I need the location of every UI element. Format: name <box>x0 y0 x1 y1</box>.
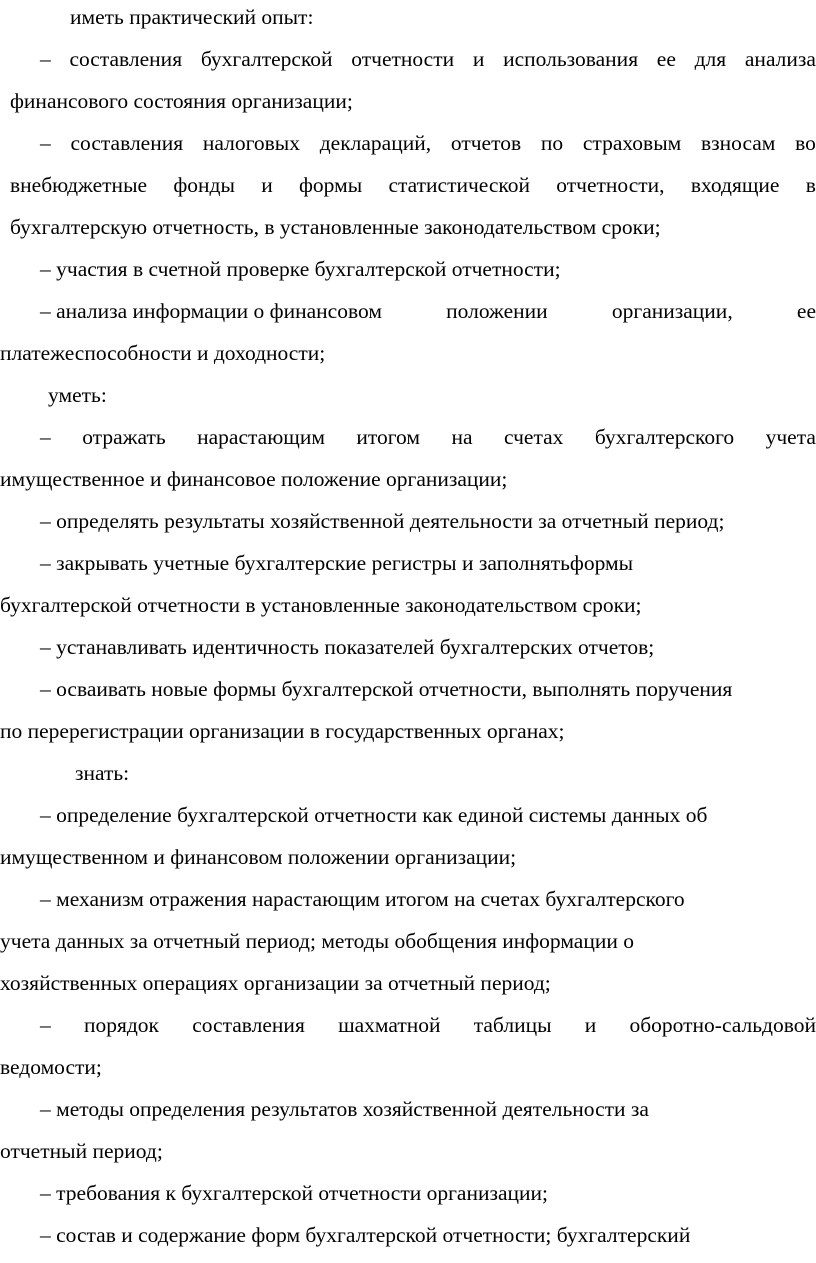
word: в <box>805 173 816 197</box>
skills-item-3-line-1: – закрывать учетные бухгалтерские регистры и заполнятьформы <box>40 551 634 575</box>
word: ее <box>656 47 676 71</box>
word: отчетности <box>351 47 455 71</box>
word: анализа <box>744 47 816 71</box>
word: таблицы <box>473 1013 552 1037</box>
word: деклараций, <box>319 131 432 155</box>
knowledge-heading: знать: <box>75 761 130 785</box>
practical-item-1-line-2: финансового состояния организации; <box>10 89 353 113</box>
word: – <box>40 131 51 155</box>
word: страховым <box>582 131 682 155</box>
word: входящие <box>690 173 780 197</box>
knowledge-item-3-line-2: ведомости; <box>0 1055 102 1079</box>
word: шахматной <box>338 1013 441 1037</box>
knowledge-item-2-line-3: хозяйственных операциях организации за отчетный период; <box>0 971 551 995</box>
word: и <box>584 1013 597 1037</box>
word: для <box>694 47 727 71</box>
practical-item-2-line-3: бухгалтерскую отчетность, в установленные законодательством сроки; <box>10 215 661 239</box>
word: – анализа информации о финансовом <box>40 299 382 323</box>
word: статистической <box>388 173 531 197</box>
practical-heading: иметь практический опыт: <box>70 5 314 29</box>
word: бухгалтерской <box>200 47 333 71</box>
practical-item-3-line-1: – участия в счетной проверке бухгалтерской отчетности; <box>40 257 561 281</box>
word: во <box>795 131 816 155</box>
knowledge-item-4-line-1: – методы определения результатов хозяйственной деятельности за <box>40 1097 649 1121</box>
word: порядок <box>83 1013 159 1037</box>
word: – <box>40 47 51 71</box>
practical-item-4-line-1 <box>40 298 816 324</box>
word: формы <box>299 173 363 197</box>
word: отражать <box>82 425 166 449</box>
skills-item-1-line-2: имущественное и финансовое положение организации; <box>0 467 508 491</box>
practical-item-1-line-1 <box>40 46 816 72</box>
word: составления <box>69 47 183 71</box>
knowledge-item-6-line-1: – состав и содержание форм бухгалтерской отчетности; бухгалтерский <box>40 1223 691 1247</box>
knowledge-item-3-line-1 <box>40 1012 816 1038</box>
knowledge-item-4-line-2: отчетный период; <box>0 1139 163 1163</box>
word: нарастающим <box>197 425 325 449</box>
skills-item-3-line-2: бухгалтерской отчетности в установленные законодательством сроки; <box>0 593 642 617</box>
word: фонды <box>173 173 235 197</box>
word: счетах <box>503 425 564 449</box>
skills-heading: уметь: <box>48 383 107 407</box>
practical-item-4-line-2: платежеспособности и доходности; <box>0 341 326 365</box>
word: на <box>451 425 473 449</box>
practical-item-2-line-2 <box>10 172 816 198</box>
skills-item-5-line-1: – осваивать новые формы бухгалтерской отчетности, выполнять поручения <box>40 677 733 701</box>
word: отчетности, <box>556 173 665 197</box>
skills-item-5-line-2: по перерегистрации организации в государственных органах; <box>0 719 565 743</box>
knowledge-item-1-line-1: – определение бухгалтерской отчетности как единой системы данных об <box>40 803 708 827</box>
practical-item-2-line-1 <box>40 130 816 156</box>
word: бухгалтерского <box>594 425 735 449</box>
word: и <box>472 47 485 71</box>
word: итогом <box>356 425 421 449</box>
knowledge-item-5-line-1: – требования к бухгалтерской отчетности организации; <box>40 1181 549 1205</box>
skills-item-2-line-1: – определять результаты хозяйственной деятельности за отчетный период; <box>40 509 725 533</box>
word: составления <box>70 131 184 155</box>
knowledge-item-1-line-2: имущественном и финансовом положении организации; <box>0 845 517 869</box>
word: учета <box>765 425 816 449</box>
word: составления <box>192 1013 305 1037</box>
word: отчетов <box>450 131 522 155</box>
word: положении <box>446 299 548 323</box>
word: взносам <box>701 131 776 155</box>
word: ее <box>796 299 816 323</box>
knowledge-item-2-line-2: учета данных за отчетный период; методы обобщения информации о <box>0 929 634 953</box>
word: налоговых <box>202 131 300 155</box>
word: – <box>40 1013 51 1037</box>
word: по <box>540 131 564 155</box>
word: и <box>261 173 273 197</box>
skills-item-1-line-1 <box>40 424 816 450</box>
word: – <box>40 425 51 449</box>
word: использования <box>503 47 639 71</box>
word: внебюджетные <box>10 173 148 197</box>
knowledge-item-2-line-1: – механизм отражения нарастающим итогом на счетах бухгалтерского <box>40 887 685 911</box>
skills-item-4-line-1: – устанавливать идентичность показателей бухгалтерских отчетов; <box>40 635 655 659</box>
word: организации, <box>611 299 733 323</box>
word: оборотно-сальдовой <box>629 1013 816 1037</box>
